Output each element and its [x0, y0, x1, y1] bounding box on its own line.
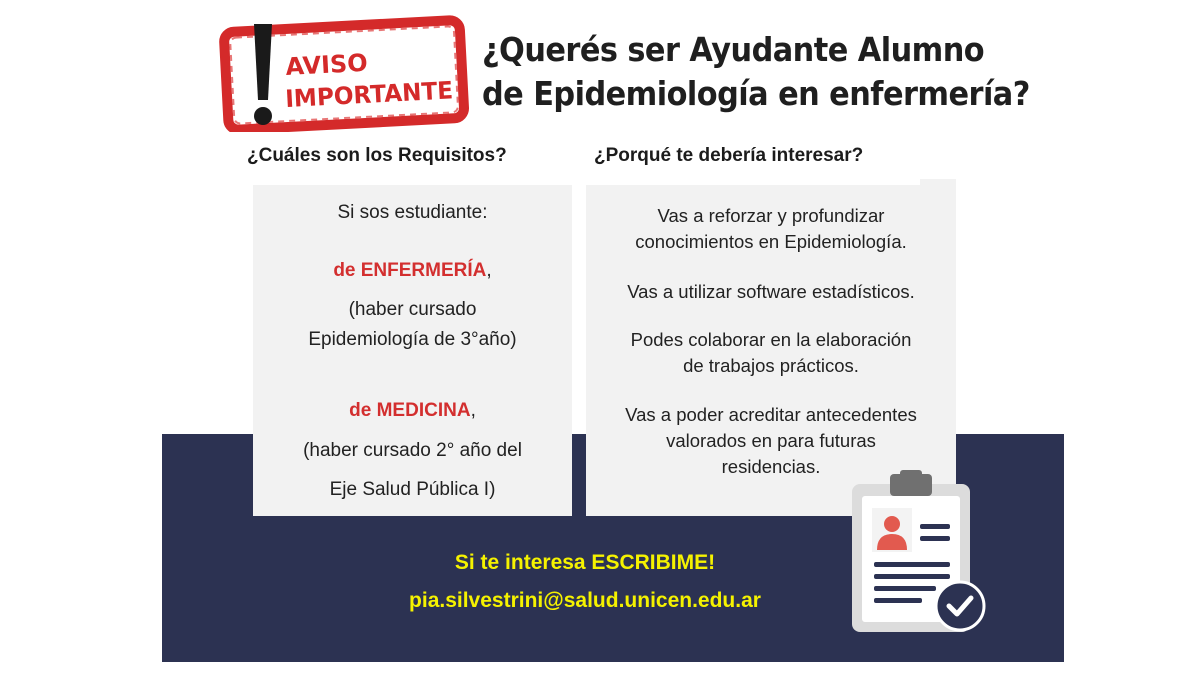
medicine-label-line [253, 397, 572, 425]
badge-line2: IMPORTANTE [284, 76, 460, 114]
nursing-comma: , [486, 260, 492, 281]
benefit-item [596, 203, 946, 255]
exclamation-icon [254, 24, 272, 125]
warning-badge [216, 14, 472, 132]
requirements-intro: Si sos estudiante: [337, 202, 488, 223]
nursing-label: de ENFERMERÍA [333, 260, 487, 281]
title-line1: ¿Querés ser Ayudante Alumno [482, 30, 985, 69]
nursing-label-line [253, 257, 572, 285]
nursing-line1: (haber cursado [348, 299, 477, 320]
title-line2: de Epidemiología en enfermería? [482, 74, 1030, 113]
benefit-item [596, 279, 946, 305]
benefits-heading: ¿Porqué te debería interesar? [594, 145, 864, 166]
medicine-line1: (haber cursado 2° año del [303, 440, 522, 461]
benefit-4-line2: valorados en para futuras [666, 430, 876, 451]
benefit-1-line1: Vas a reforzar y profundizar [657, 205, 885, 226]
benefit-3-line2: de trabajos prácticos. [683, 355, 859, 376]
benefit-3-line1: Podes colaborar en la elaboración [630, 329, 912, 350]
medicine-line2: Eje Salud Pública I) [329, 479, 496, 500]
benefit-4-line3: residencias. [721, 456, 821, 477]
requirements-heading: ¿Cuáles son los Requisitos? [247, 145, 507, 166]
benefit-item [596, 327, 946, 379]
contact-email[interactable]: pia.silvestrini@salud.unicen.edu.ar [409, 589, 761, 612]
medicine-comma: , [470, 400, 476, 421]
medicine-label: de MEDICINA [349, 400, 471, 421]
badge-line1: AVISO [284, 48, 369, 82]
benefit-2-line1: Vas a utilizar software estadísticos. [627, 281, 915, 302]
clipboard-icon [848, 468, 988, 636]
nursing-line2: Epidemiología de 3°año) [308, 329, 517, 350]
user-avatar-icon [872, 508, 912, 552]
contact-cta: Si te interesa ESCRIBIME! [454, 551, 716, 574]
benefits-panel [586, 185, 956, 516]
check-icon [936, 582, 984, 630]
benefit-1-line2: conocimientos en Epidemiología. [635, 231, 907, 252]
benefit-4-line1: Vas a poder acreditar antecedentes [625, 404, 917, 425]
requirements-panel [253, 185, 572, 516]
page-title [482, 28, 1126, 116]
